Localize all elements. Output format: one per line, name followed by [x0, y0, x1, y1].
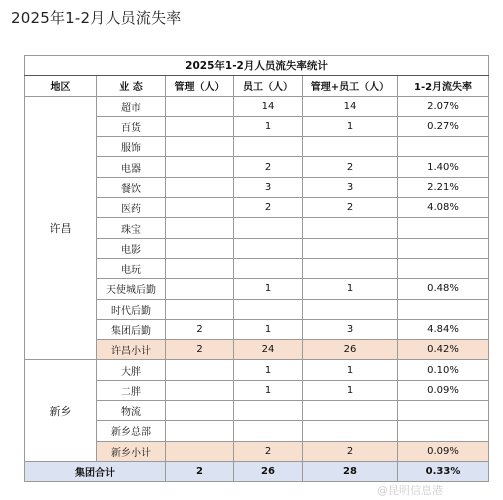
- total-people-cell: 2: [303, 198, 398, 218]
- staff-cell: [234, 401, 303, 421]
- attrition-rate-cell: [398, 299, 489, 319]
- attrition-rate-cell: [398, 258, 489, 278]
- staff-cell: 1: [234, 116, 303, 136]
- management-cell: [166, 380, 234, 400]
- management-cell: [166, 177, 234, 197]
- management-cell: [166, 299, 234, 319]
- grand-total-management: 2: [166, 461, 234, 481]
- staff-cell: [234, 218, 303, 238]
- management-cell: [166, 137, 234, 157]
- business-type-cell: 物流: [97, 401, 166, 421]
- attrition-rate-cell: 1.40%: [398, 157, 489, 177]
- business-type-cell: 电影: [97, 238, 166, 258]
- subtotal-staff: 24: [234, 340, 303, 360]
- business-type-cell: 电玩: [97, 258, 166, 278]
- region-cell: 许昌: [25, 96, 97, 360]
- business-type-cell: 大胖: [97, 360, 166, 380]
- subtotal-management: [166, 441, 234, 461]
- business-type-cell: 集团后勤: [97, 319, 166, 339]
- region-cell: 新乡: [25, 360, 97, 461]
- business-type-cell: 餐饮: [97, 177, 166, 197]
- business-type-cell: 珠宝: [97, 218, 166, 238]
- table-caption: 2025年1-2月人员流失率统计: [25, 56, 489, 76]
- attrition-rate-cell: 0.10%: [398, 360, 489, 380]
- header-staff: 员工（人）: [234, 76, 303, 96]
- subtotal-total-people: 2: [303, 441, 398, 461]
- business-type-cell: 新乡总部: [97, 421, 166, 441]
- total-people-cell: 2: [303, 157, 398, 177]
- total-people-cell: 1: [303, 380, 398, 400]
- staff-cell: 2: [234, 157, 303, 177]
- attrition-rate-cell: 0.48%: [398, 279, 489, 299]
- attrition-rate-cell: [398, 218, 489, 238]
- management-cell: [166, 401, 234, 421]
- grand-total-staff: 26: [234, 461, 303, 481]
- attrition-rate-cell: 0.27%: [398, 116, 489, 136]
- subtotal-staff: 2: [234, 441, 303, 461]
- total-people-cell: [303, 401, 398, 421]
- total-people-cell: [303, 238, 398, 258]
- business-type-cell: 服饰: [97, 137, 166, 157]
- management-cell: [166, 218, 234, 238]
- grand-total-label: 集团合计: [25, 461, 166, 481]
- header-total-people: 管理+员工（人）: [303, 76, 398, 96]
- management-cell: [166, 198, 234, 218]
- business-type-cell: 百货: [97, 116, 166, 136]
- total-people-cell: 1: [303, 116, 398, 136]
- staff-cell: 2: [234, 198, 303, 218]
- header-attrition-rate: 1-2月流失率: [398, 76, 489, 96]
- staff-cell: [234, 137, 303, 157]
- staff-cell: 3: [234, 177, 303, 197]
- staff-cell: 1: [234, 279, 303, 299]
- business-type-cell: 电器: [97, 157, 166, 177]
- total-people-cell: [303, 218, 398, 238]
- attrition-rate-cell: 4.84%: [398, 319, 489, 339]
- staff-cell: 1: [234, 380, 303, 400]
- total-people-cell: 1: [303, 279, 398, 299]
- management-cell: [166, 116, 234, 136]
- staff-cell: 1: [234, 360, 303, 380]
- header-business-type: 业 态: [97, 76, 166, 96]
- attrition-rate-cell: [398, 137, 489, 157]
- management-cell: [166, 421, 234, 441]
- attrition-rate-cell: [398, 401, 489, 421]
- page-title: 2025年1-2月人员流失率: [11, 9, 182, 27]
- total-people-cell: [303, 137, 398, 157]
- attrition-rate-cell: [398, 421, 489, 441]
- business-type-cell: 医药: [97, 198, 166, 218]
- header-region: 地区: [25, 76, 97, 96]
- attrition-rate-cell: 0.09%: [398, 380, 489, 400]
- staff-cell: [234, 299, 303, 319]
- header-management: 管理（人）: [166, 76, 234, 96]
- table-header-row: [25, 76, 489, 96]
- attrition-rate-cell: [398, 238, 489, 258]
- management-cell: [166, 279, 234, 299]
- management-cell: [166, 157, 234, 177]
- watermark: @昆明信息港: [377, 484, 443, 497]
- management-cell: [166, 258, 234, 278]
- total-people-cell: [303, 299, 398, 319]
- subtotal-attrition-rate: 0.09%: [398, 441, 489, 461]
- subtotal-label: 新乡小计: [97, 441, 166, 461]
- grand-total-row: [25, 461, 489, 481]
- management-cell: 2: [166, 319, 234, 339]
- attrition-rate-cell: 2.07%: [398, 96, 489, 116]
- management-cell: [166, 96, 234, 116]
- staff-cell: [234, 421, 303, 441]
- subtotal-management: 2: [166, 340, 234, 360]
- grand-total-people: 28: [303, 461, 398, 481]
- staff-cell: 1: [234, 319, 303, 339]
- staff-cell: [234, 238, 303, 258]
- business-type-cell: 时代后勤: [97, 299, 166, 319]
- subtotal-total-people: 26: [303, 340, 398, 360]
- attrition-rate-cell: 4.08%: [398, 198, 489, 218]
- management-cell: [166, 238, 234, 258]
- staff-cell: [234, 258, 303, 278]
- table-row: [25, 360, 489, 380]
- grand-total-attrition-rate: 0.33%: [398, 461, 489, 481]
- table-row: [25, 96, 489, 116]
- table-caption-row: [25, 56, 489, 76]
- staff-cell: 14: [234, 96, 303, 116]
- attrition-table: [24, 55, 489, 482]
- subtotal-label: 许昌小计: [97, 340, 166, 360]
- subtotal-attrition-rate: 0.42%: [398, 340, 489, 360]
- total-people-cell: 1: [303, 360, 398, 380]
- total-people-cell: 3: [303, 319, 398, 339]
- management-cell: [166, 360, 234, 380]
- total-people-cell: 14: [303, 96, 398, 116]
- attrition-rate-cell: 2.21%: [398, 177, 489, 197]
- total-people-cell: [303, 258, 398, 278]
- business-type-cell: 超市: [97, 96, 166, 116]
- total-people-cell: 3: [303, 177, 398, 197]
- total-people-cell: [303, 421, 398, 441]
- business-type-cell: 天使城后勤: [97, 279, 166, 299]
- business-type-cell: 二胖: [97, 380, 166, 400]
